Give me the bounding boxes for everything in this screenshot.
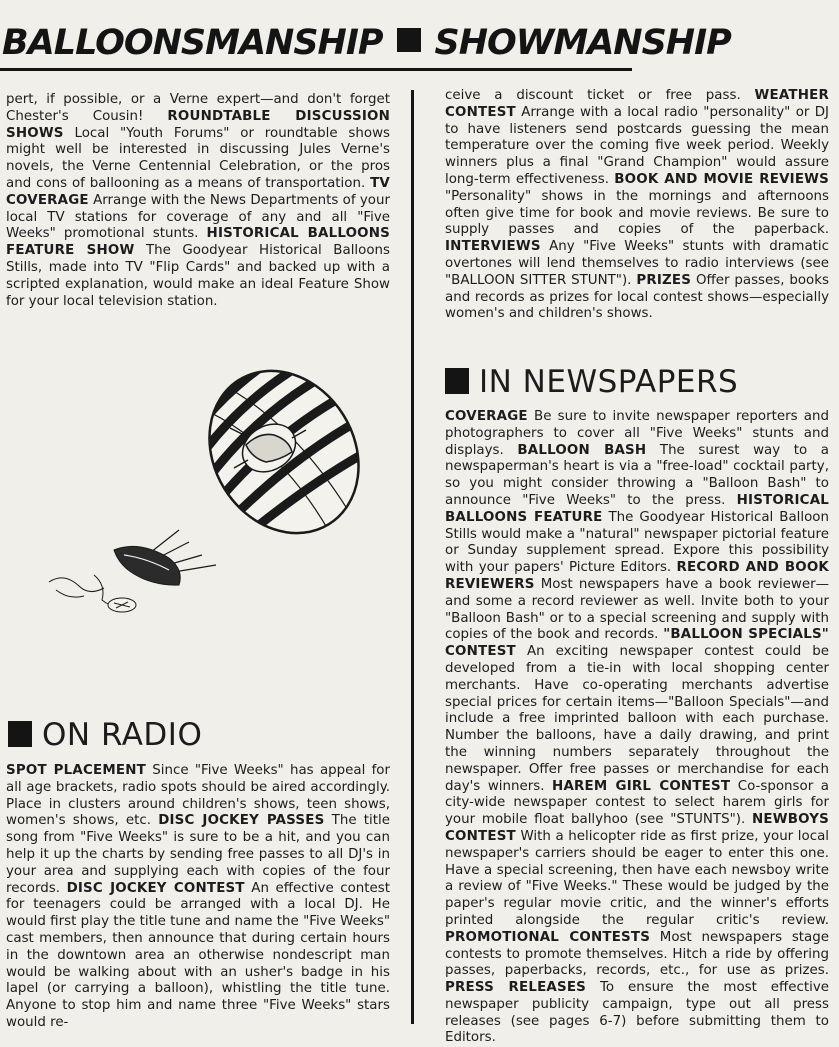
para-heading: PROMOTIONAL CONTESTS bbox=[445, 929, 651, 945]
section-heading-newspapers bbox=[445, 362, 738, 402]
header-left-title: BALLOONSMANSHIP bbox=[2, 23, 383, 63]
para-text: An exciting newspaper contest could be developed from a tie-in with local shopping center merchants. Have co-operating merchants advertise special prices for certain items—"Balloon Specials"—and include a free imprinted balloon with each purchase. Number the balloons, have a daily drawing, and print the winning numbers separately throughout the newspaper. Offer free passes or merchandise for each day's winners. bbox=[445, 644, 829, 794]
column-divider bbox=[411, 90, 414, 1024]
para-heading: ROUNDTABLE DISCUSSION SHOWS bbox=[6, 108, 390, 141]
para-text: Any "Five Weeks" stunts with dramatic overtones will lend themselves to radio interviews (see "BALLOON SITTER STUNT"). bbox=[445, 239, 829, 288]
hot-air-balloon-illustration bbox=[34, 360, 374, 630]
para-text: "Personality" shows in the mornings and afternoons often give time for book and movie reviews. Be sure to supply passes and copies of the paperback. bbox=[445, 188, 829, 238]
para-text: Co-sponsor a city-wide newspaper contest to select harem girls for your mobile float ballyhoo (see "STUNTS"). bbox=[445, 778, 829, 828]
radio-text bbox=[6, 763, 390, 1032]
section-title: ON RADIO bbox=[42, 717, 203, 753]
para-heading: NEWBOYS CONTEST bbox=[445, 812, 829, 844]
newspapers-text bbox=[445, 409, 829, 1047]
para-text: Offer passes, books and records as prizes for local contest shows—especially women's and children's shows. bbox=[445, 272, 829, 322]
para-text: The title song from "Five Weeks" is sure to be a hit, and you can help it up the charts by sending free passes to all DJ's in your area and supplying each with copies of the four records. bbox=[6, 813, 390, 896]
para-heading: PRIZES bbox=[636, 272, 692, 288]
para-heading: BOOK AND MOVIE REVIEWS bbox=[614, 171, 829, 187]
para-heading: HISTORICAL BALLOONS FEATURE SHOW bbox=[6, 226, 390, 259]
para-text: Be sure to invite newspaper reporters and photographers to cover all "Five Weeks" stunts and displays. bbox=[445, 409, 829, 458]
para-heading: HAREM GIRL CONTEST bbox=[552, 778, 731, 794]
header-title bbox=[2, 18, 731, 68]
para-text: To ensure the most effective newspaper publicity campaign, type out all press releases (see pages 6-7) before submitting them to Editors. bbox=[445, 980, 830, 1046]
section-title: IN NEWSPAPERS bbox=[479, 364, 739, 400]
para-text: The Goodyear Historical Balloons Stills, made into TV "Flip Cards" and backed up with a scripted explanation, would make an ideal Feature Show for your local television station. bbox=[6, 243, 390, 309]
para-text: The surest way to a newspaperman's heart is via a "free-load" cocktail party, so you might consider throwing a "Balloon Bash" to announce "Five Weeks" to the press. bbox=[445, 442, 829, 508]
square-bullet-icon bbox=[397, 28, 421, 52]
para-text: Most newspapers stage contests to promote themselves. Hitch a ride by offering passes, paperbacks, records, etc., for use as prizes. bbox=[445, 929, 829, 979]
para-heading: RECORD AND BOOK REVIEWERS bbox=[445, 560, 829, 592]
para-heading: COVERAGE bbox=[445, 409, 528, 424]
para-heading: DISC JOCKEY PASSES bbox=[158, 813, 325, 829]
para-text: Arrange with a local radio "personality" or DJ to have listeners send postcards guessing the mean temperature over the coming five week period. Weekly winners plus a final "Grand Champion" would assure long-term effectiveness. bbox=[445, 104, 829, 187]
para-text: With a helicopter ride as first prize, your local newspaper's carriers should be eager to enter this one. Have a special screening, then have each newsboy write a review of "Five Weeks." These would be judged by the paper's regular movie critic, and the winner's efforts printed alongside the regular critic's review. bbox=[445, 828, 829, 928]
header-right-title: SHOWMANSHIP bbox=[434, 23, 731, 63]
para-text: Arrange with the News Departments of your local TV stations for coverage of any and all "Five Weeks" promotional stunts. bbox=[6, 192, 390, 242]
para-heading: PRESS RELEASES bbox=[445, 980, 587, 996]
para-heading: HISTORICAL BALLOONS FEATURE bbox=[445, 492, 829, 525]
page-header bbox=[0, 18, 731, 72]
para-heading: SPOT PLACEMENT bbox=[6, 763, 146, 778]
para-heading: INTERVIEWS bbox=[445, 239, 541, 255]
para-text: Local "Youth Forums" or roundtable shows might well be interested in discussing Jules Verne's novels, the Verne Centennial Celebration, or the pros and cons of ballooning as a means of transportation. bbox=[6, 125, 390, 191]
para-text: Since "Five Weeks" has appeal for all age brackets, radio spots should be aired accordingly. Place in clusters around children's shows, teen shows, women's shows, etc. bbox=[6, 763, 391, 829]
para-text: The Goodyear Historical Balloon Stills would make a "natural" newspaper pictorial feature or Sunday supplement spread. Expore this possibility with your papers' Picture Editors. bbox=[445, 509, 829, 576]
section-heading-radio bbox=[8, 715, 202, 755]
square-bullet-icon bbox=[8, 721, 32, 747]
para-text: pert, if possible, or a Verne expert—and don't forget Chester's Cousin! bbox=[6, 92, 390, 124]
para-heading: TV COVERAGE bbox=[6, 175, 390, 208]
para-text: Most newspapers have a book reviewer—and some a record reviewer as well. Invite both to your "Balloon Bash" or to a special screening and supply with copies of the book and records. bbox=[445, 576, 829, 643]
header-rule bbox=[0, 68, 632, 71]
balloon-gondola bbox=[49, 546, 180, 612]
square-bullet-icon bbox=[445, 368, 469, 394]
para-heading: DISC JOCKEY CONTEST bbox=[66, 880, 245, 896]
right-top-text bbox=[445, 88, 829, 323]
left-top-text bbox=[6, 92, 390, 310]
para-heading: BALLOON BASH bbox=[517, 442, 647, 458]
para-text: An effective contest for teenagers could be arranged with a local DJ. He would first play the title tune and name the "Five Weeks" cast members, then announce that during certain hours in the downtown area an otherwise nondescript man would be walking about with an usher's badge in his lapel (or carrying a balloon), whistling the title tune. Anyone to stop him and name three "Five Weeks" stars would re- bbox=[6, 880, 390, 1030]
para-heading: WEATHER CONTEST bbox=[445, 88, 829, 120]
para-heading: "BALLOON SPECIALS" CONTEST bbox=[445, 627, 829, 660]
para-text: ceive a discount ticket or free pass. bbox=[445, 88, 755, 103]
